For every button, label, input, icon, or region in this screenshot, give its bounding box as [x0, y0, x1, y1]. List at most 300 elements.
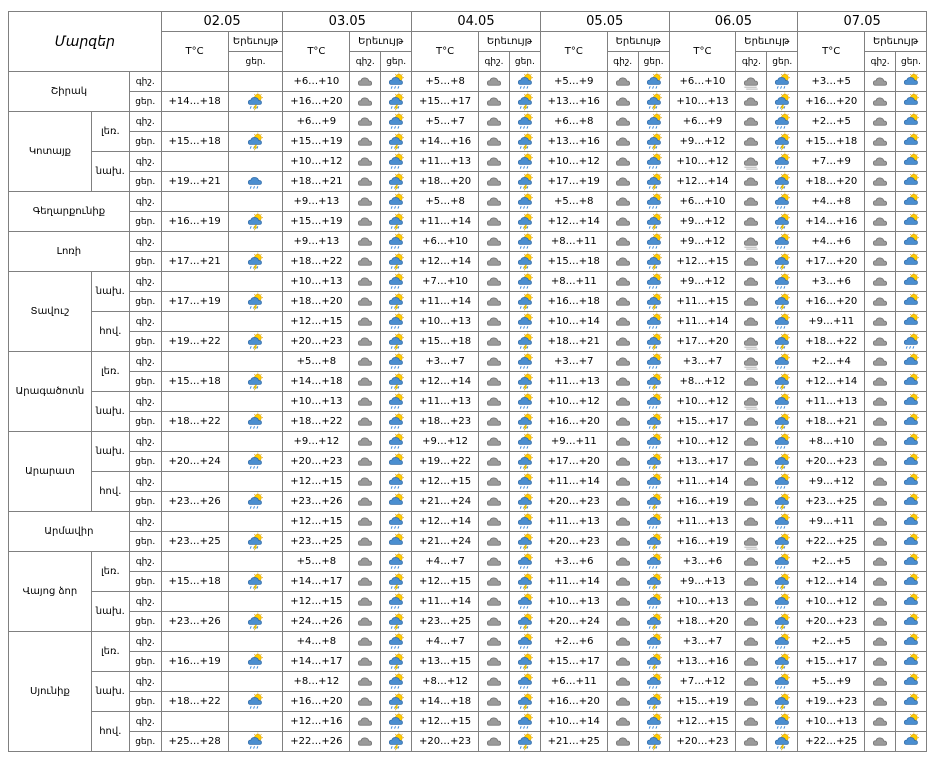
day-weather-icon-cell: [381, 372, 412, 392]
sun-cloud-thunder-icon: [772, 652, 792, 671]
night-weather-icon-cell: [607, 672, 638, 692]
sun-cloud-thunder-icon: [772, 692, 792, 711]
table-row: [9, 292, 927, 312]
temperature-cell: +5…+7: [412, 112, 479, 132]
sun-cloud-icon: [901, 212, 921, 231]
cloud-icon: [870, 152, 890, 171]
cloud-icon: [484, 112, 504, 131]
night-weather-icon-cell: [865, 532, 896, 552]
cloud-icon: [355, 432, 375, 451]
sun-cloud-thunder-icon: [515, 292, 535, 311]
day-weather-icon-cell: [381, 592, 412, 612]
weather-icon-cell: [228, 212, 283, 232]
weather-icon-cell: [228, 392, 283, 412]
temperature-cell: [161, 632, 228, 652]
cloud-icon: [355, 172, 375, 191]
night-weather-icon-cell: [350, 472, 381, 492]
cloud-icon: [484, 212, 504, 231]
sun-cloud-rain-icon: [386, 552, 406, 571]
temperature-cell: +18…+21: [540, 332, 607, 352]
sun-cloud-thunder-icon: [644, 132, 664, 151]
time-of-day: գիշ.: [129, 272, 161, 292]
phenomena-header: Երեւույթ: [865, 32, 927, 52]
day-weather-icon-cell: [381, 132, 412, 152]
night-weather-icon-cell: [350, 732, 381, 752]
temperature-cell: +6…+10: [412, 232, 479, 252]
temperature-cell: +10…+14: [540, 712, 607, 732]
temperature-cell: +18…+22: [283, 252, 350, 272]
table-row: [9, 492, 927, 512]
cloud-icon: [355, 192, 375, 211]
cloud-rain-icon: [245, 172, 265, 191]
region-part: հով.: [91, 712, 129, 752]
weather-icon-cell: [228, 232, 283, 252]
night-weather-icon-cell: [736, 592, 767, 612]
sun-cloud-rain-icon: [386, 472, 406, 491]
day-weather-icon-cell: [896, 492, 927, 512]
cloud-icon: [484, 312, 504, 331]
cloud-icon: [355, 552, 375, 571]
temperature-cell: +18…+22: [798, 332, 865, 352]
temperature-cell: +24…+26: [283, 612, 350, 632]
time-of-day: ցեր.: [129, 292, 161, 312]
sun-cloud-icon: [901, 572, 921, 591]
night-weather-icon-cell: [350, 612, 381, 632]
sun-cloud-rain-icon: [515, 712, 535, 731]
phenomena-header: Երեւույթ: [350, 32, 412, 52]
temperature-cell: +12…+15: [283, 592, 350, 612]
weather-icon-cell: [228, 492, 283, 512]
day-weather-icon-cell: [509, 192, 540, 212]
temperature-cell: +8…+11: [540, 232, 607, 252]
sun-cloud-thunder-icon: [772, 212, 792, 231]
day-weather-icon-cell: [638, 612, 669, 632]
night-weather-icon-cell: [479, 332, 510, 352]
night-weather-icon-cell: [479, 452, 510, 472]
night-weather-icon-cell: [479, 592, 510, 612]
night-subheader: գիշ.: [350, 52, 381, 72]
day-weather-icon-cell: [509, 412, 540, 432]
sun-cloud-icon: [901, 632, 921, 651]
temperature-cell: +3…+7: [669, 352, 736, 372]
day-weather-icon-cell: [381, 172, 412, 192]
region-part: լեռ.: [91, 352, 129, 392]
day-weather-icon-cell: [638, 712, 669, 732]
region-part: նախ.: [91, 272, 129, 312]
cloud-icon: [484, 592, 504, 611]
night-weather-icon-cell: [736, 532, 767, 552]
region-name: Տավուշ: [9, 272, 92, 352]
night-weather-icon-cell: [350, 232, 381, 252]
day-weather-icon-cell: [381, 252, 412, 272]
temperature-cell: +20…+23: [540, 532, 607, 552]
sun-cloud-rain-icon: [772, 592, 792, 611]
temperature-cell: [161, 272, 228, 292]
night-weather-icon-cell: [350, 372, 381, 392]
day-weather-icon-cell: [381, 572, 412, 592]
night-weather-icon-cell: [607, 232, 638, 252]
table-row: [9, 332, 927, 352]
night-weather-icon-cell: [350, 112, 381, 132]
day-weather-icon-cell: [767, 112, 798, 132]
sun-cloud-rain-icon: [644, 72, 664, 91]
cloud-fog-icon: [741, 332, 761, 351]
day-weather-icon-cell: [509, 452, 540, 472]
temperature-cell: +23…+25: [412, 612, 479, 632]
cloud-icon: [484, 72, 504, 91]
night-weather-icon-cell: [736, 552, 767, 572]
night-weather-icon-cell: [865, 72, 896, 92]
sun-cloud-thunder-icon: [515, 372, 535, 391]
sun-cloud-rain-icon: [644, 352, 664, 371]
cloud-icon: [355, 732, 375, 751]
night-weather-icon-cell: [865, 732, 896, 752]
cloud-icon: [355, 592, 375, 611]
sun-cloud-icon: [901, 292, 921, 311]
temperature-cell: +14…+17: [283, 572, 350, 592]
temperature-cell: +5…+8: [412, 192, 479, 212]
sun-cloud-rain-icon: [515, 232, 535, 251]
sun-cloud-thunder-icon: [644, 252, 664, 271]
sun-cloud-rain-icon: [515, 472, 535, 491]
sun-cloud-thunder-icon: [386, 612, 406, 631]
day-weather-icon-cell: [896, 652, 927, 672]
temperature-cell: +9…+12: [669, 132, 736, 152]
table-row: [9, 672, 927, 692]
temperature-cell: +10…+13: [669, 592, 736, 612]
sun-cloud-thunder-icon: [386, 652, 406, 671]
temperature-cell: +16…+19: [161, 652, 228, 672]
night-weather-icon-cell: [607, 132, 638, 152]
region-name: Լոռի: [9, 232, 130, 272]
temperature-cell: +25…+28: [161, 732, 228, 752]
sun-cloud-thunder-icon: [515, 492, 535, 511]
temperature-cell: +5…+9: [798, 672, 865, 692]
temperature-cell: +16…+20: [798, 292, 865, 312]
night-weather-icon-cell: [865, 652, 896, 672]
day-weather-icon-cell: [896, 612, 927, 632]
date-header: 07.05: [798, 12, 927, 32]
night-weather-icon-cell: [607, 252, 638, 272]
sun-cloud-thunder-icon: [515, 612, 535, 631]
temperature-cell: [161, 512, 228, 532]
weather-icon-cell: [228, 532, 283, 552]
sun-cloud-rain-icon: [515, 672, 535, 691]
sun-cloud-rain-icon: [515, 192, 535, 211]
temperature-cell: +14…+16: [412, 132, 479, 152]
cloud-icon: [870, 692, 890, 711]
sun-cloud-thunder-icon: [515, 92, 535, 111]
night-subheader: գիշ.: [865, 52, 896, 72]
sun-cloud-thunder-icon: [772, 332, 792, 351]
temperature-cell: +18…+20: [669, 612, 736, 632]
night-weather-icon-cell: [350, 692, 381, 712]
day-weather-icon-cell: [509, 672, 540, 692]
sun-cloud-rain-icon: [772, 552, 792, 571]
temperature-cell: +22…+26: [283, 732, 350, 752]
day-weather-icon-cell: [509, 472, 540, 492]
day-weather-icon-cell: [767, 592, 798, 612]
time-of-day: գիշ.: [129, 632, 161, 652]
day-weather-icon-cell: [896, 112, 927, 132]
day-weather-icon-cell: [767, 352, 798, 372]
cloud-icon: [484, 712, 504, 731]
day-weather-icon-cell: [638, 152, 669, 172]
cloud-icon: [870, 252, 890, 271]
time-of-day: ցեր.: [129, 92, 161, 112]
sun-cloud-rain-icon: [386, 712, 406, 731]
cloud-icon: [613, 712, 633, 731]
temperature-cell: +10…+13: [283, 272, 350, 292]
sun-cloud-thunder-icon: [245, 372, 265, 391]
sun-cloud-rain-icon: [386, 312, 406, 331]
sun-cloud-rain-icon: [772, 272, 792, 291]
cloud-icon: [870, 612, 890, 631]
night-weather-icon-cell: [479, 232, 510, 252]
day-weather-icon-cell: [509, 532, 540, 552]
night-weather-icon-cell: [607, 92, 638, 112]
temperature-cell: +18…+22: [283, 412, 350, 432]
day-weather-icon-cell: [381, 432, 412, 452]
sun-cloud-thunder-icon: [644, 732, 664, 751]
day-weather-icon-cell: [767, 692, 798, 712]
day-weather-icon-cell: [509, 292, 540, 312]
cloud-icon: [355, 372, 375, 391]
region-name: Սյունիք: [9, 632, 92, 752]
day-weather-icon-cell: [381, 612, 412, 632]
sun-cloud-thunder-icon: [386, 172, 406, 191]
day-weather-icon-cell: [767, 452, 798, 472]
sun-cloud-thunder-icon: [386, 292, 406, 311]
night-weather-icon-cell: [865, 492, 896, 512]
night-weather-icon-cell: [607, 552, 638, 572]
sun-cloud-rain-icon: [644, 272, 664, 291]
cloud-icon: [741, 112, 761, 131]
temperature-cell: +11…+14: [540, 572, 607, 592]
day-weather-icon-cell: [896, 372, 927, 392]
night-weather-icon-cell: [865, 472, 896, 492]
table-row: [9, 352, 927, 372]
day-weather-icon-cell: [896, 672, 927, 692]
sun-cloud-rain-icon: [515, 352, 535, 371]
sun-cloud-icon: [901, 612, 921, 631]
temperature-cell: +10…+13: [669, 92, 736, 112]
cloud-icon: [484, 632, 504, 651]
cloud-icon: [870, 132, 890, 151]
region-part: հով.: [91, 312, 129, 352]
day-weather-icon-cell: [896, 392, 927, 412]
day-subheader: ցեր.: [228, 52, 283, 72]
day-weather-icon-cell: [509, 112, 540, 132]
cloud-icon: [484, 572, 504, 591]
sun-cloud-icon: [901, 232, 921, 251]
night-weather-icon-cell: [479, 512, 510, 532]
temperature-cell: +16…+20: [798, 92, 865, 112]
cloud-icon: [613, 152, 633, 171]
sun-cloud-rain-icon: [901, 332, 921, 351]
day-weather-icon-cell: [638, 232, 669, 252]
temperature-cell: +4…+7: [412, 632, 479, 652]
night-weather-icon-cell: [736, 152, 767, 172]
cloud-icon: [355, 292, 375, 311]
temperature-cell: +5…+8: [283, 552, 350, 572]
temperature-cell: +3…+6: [540, 552, 607, 572]
night-weather-icon-cell: [865, 92, 896, 112]
day-weather-icon-cell: [896, 252, 927, 272]
day-weather-icon-cell: [509, 212, 540, 232]
cloud-icon: [355, 72, 375, 91]
temperature-cell: +9…+12: [669, 212, 736, 232]
cloud-icon: [741, 712, 761, 731]
cloud-icon: [870, 492, 890, 511]
sun-cloud-rain-icon: [772, 672, 792, 691]
sun-cloud-icon: [901, 312, 921, 331]
sun-cloud-icon: [901, 112, 921, 131]
cloud-icon: [741, 132, 761, 151]
night-weather-icon-cell: [607, 432, 638, 452]
temperature-cell: +18…+20: [283, 292, 350, 312]
night-weather-icon-cell: [479, 652, 510, 672]
temperature-cell: +15…+18: [161, 572, 228, 592]
day-weather-icon-cell: [638, 132, 669, 152]
sun-cloud-icon: [901, 652, 921, 671]
temperature-cell: +6…+9: [669, 112, 736, 132]
night-weather-icon-cell: [736, 492, 767, 512]
night-weather-icon-cell: [607, 72, 638, 92]
temperature-cell: +10…+12: [540, 152, 607, 172]
night-weather-icon-cell: [350, 592, 381, 612]
time-of-day: ցեր.: [129, 652, 161, 672]
temperature-cell: +10…+12: [798, 592, 865, 612]
cloud-icon: [613, 572, 633, 591]
region-name: Շիրակ: [9, 72, 130, 112]
weather-icon-cell: [228, 112, 283, 132]
temperature-cell: +9…+12: [798, 472, 865, 492]
night-weather-icon-cell: [607, 652, 638, 672]
night-weather-icon-cell: [350, 432, 381, 452]
temperature-cell: +9…+13: [283, 192, 350, 212]
cloud-icon: [484, 132, 504, 151]
cloud-icon: [484, 252, 504, 271]
sun-cloud-rain-icon: [245, 732, 265, 751]
cloud-icon: [355, 492, 375, 511]
night-weather-icon-cell: [736, 692, 767, 712]
temperature-cell: +20…+23: [540, 492, 607, 512]
sun-cloud-rain-icon: [772, 712, 792, 731]
night-weather-icon-cell: [350, 392, 381, 412]
night-weather-icon-cell: [479, 292, 510, 312]
day-weather-icon-cell: [509, 732, 540, 752]
cloud-icon: [741, 372, 761, 391]
phenomena-header: Երեւույթ: [736, 32, 798, 52]
weather-icon-cell: [228, 712, 283, 732]
day-subheader: ցեր.: [638, 52, 669, 72]
night-weather-icon-cell: [607, 712, 638, 732]
day-weather-icon-cell: [381, 312, 412, 332]
sun-cloud-rain-icon: [515, 552, 535, 571]
time-of-day: ցեր.: [129, 412, 161, 432]
cloud-icon: [613, 372, 633, 391]
table-row: [9, 372, 927, 392]
day-weather-icon-cell: [767, 732, 798, 752]
night-weather-icon-cell: [865, 452, 896, 472]
cloud-icon: [870, 412, 890, 431]
temperature-cell: +6…+11: [540, 672, 607, 692]
cloud-icon: [355, 332, 375, 351]
temperature-cell: [161, 312, 228, 332]
sun-cloud-rain-icon: [644, 392, 664, 411]
sun-cloud-thunder-icon: [772, 372, 792, 391]
night-weather-icon-cell: [607, 572, 638, 592]
sun-cloud-rain-icon: [644, 312, 664, 331]
night-weather-icon-cell: [865, 412, 896, 432]
night-weather-icon-cell: [479, 252, 510, 272]
temperature-cell: +6…+10: [283, 72, 350, 92]
sun-cloud-rain-icon: [386, 272, 406, 291]
night-weather-icon-cell: [865, 152, 896, 172]
temperature-cell: +10…+12: [540, 392, 607, 412]
sun-cloud-thunder-icon: [386, 372, 406, 391]
sun-cloud-thunder-icon: [772, 572, 792, 591]
day-weather-icon-cell: [509, 312, 540, 332]
sun-cloud-thunder-icon: [515, 132, 535, 151]
weather-icon-cell: [228, 372, 283, 392]
time-of-day: ցեր.: [129, 492, 161, 512]
night-weather-icon-cell: [479, 192, 510, 212]
sun-cloud-thunder-icon: [644, 452, 664, 471]
sun-cloud-thunder-icon: [386, 92, 406, 111]
cloud-icon: [613, 592, 633, 611]
temperature-cell: +23…+26: [283, 492, 350, 512]
day-weather-icon-cell: [381, 212, 412, 232]
temperature-cell: +10…+13: [540, 592, 607, 612]
day-weather-icon-cell: [509, 572, 540, 592]
day-weather-icon-cell: [638, 492, 669, 512]
sun-cloud-thunder-icon: [515, 452, 535, 471]
cloud-icon: [870, 672, 890, 691]
night-weather-icon-cell: [479, 532, 510, 552]
cloud-icon: [613, 452, 633, 471]
sun-cloud-thunder-icon: [386, 732, 406, 751]
day-weather-icon-cell: [381, 472, 412, 492]
temperature-cell: +14…+16: [798, 212, 865, 232]
cloud-icon: [741, 632, 761, 651]
day-weather-icon-cell: [381, 492, 412, 512]
temperature-cell: +6…+8: [540, 112, 607, 132]
sun-cloud-rain-icon: [772, 72, 792, 91]
sun-cloud-thunder-icon: [772, 412, 792, 431]
cloud-icon: [741, 252, 761, 271]
day-weather-icon-cell: [638, 92, 669, 112]
night-weather-icon-cell: [479, 492, 510, 512]
temperature-cell: +18…+20: [798, 172, 865, 192]
cloud-icon: [355, 612, 375, 631]
day-weather-icon-cell: [638, 592, 669, 612]
day-weather-icon-cell: [767, 572, 798, 592]
night-weather-icon-cell: [865, 252, 896, 272]
night-weather-icon-cell: [350, 672, 381, 692]
night-weather-icon-cell: [607, 272, 638, 292]
temperature-cell: +8…+11: [540, 272, 607, 292]
sun-cloud-rain-icon: [386, 352, 406, 371]
night-weather-icon-cell: [350, 172, 381, 192]
temperature-cell: +15…+19: [669, 692, 736, 712]
night-weather-icon-cell: [479, 732, 510, 752]
temperature-cell: +7…+12: [669, 672, 736, 692]
night-weather-icon-cell: [865, 632, 896, 652]
cloud-icon: [741, 672, 761, 691]
table-row: [9, 432, 927, 452]
